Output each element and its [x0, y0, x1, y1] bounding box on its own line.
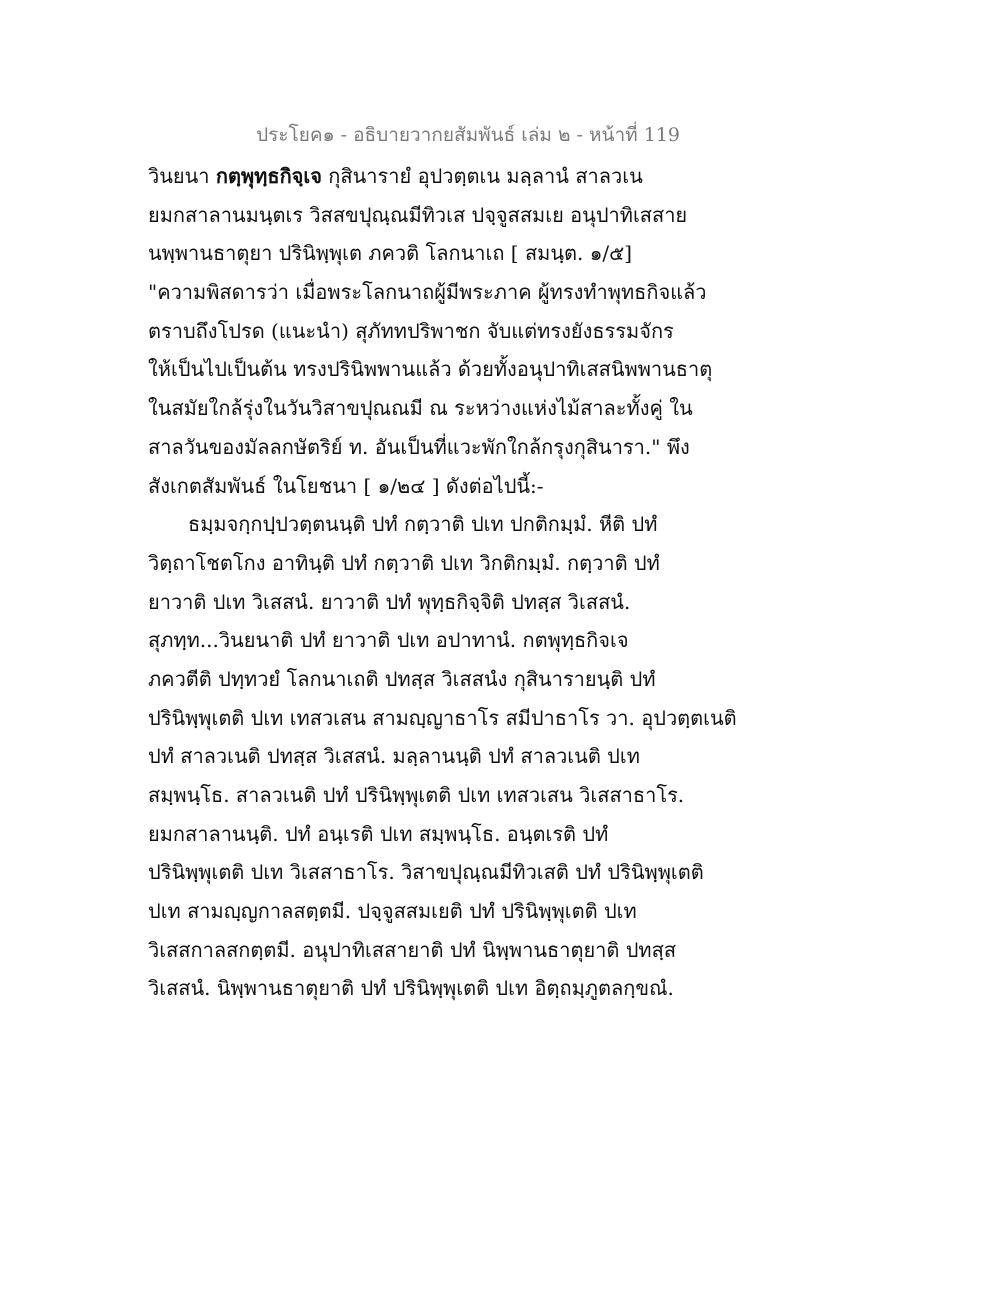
paragraph-1-line-3: นพฺพานธาตุยา ปรินิพฺพุเต ภควติ โลกนาเถ [ สมนฺต. ๑/๕] [148, 241, 633, 266]
paragraph-1-line-7: ในสมัยใกล้รุ่งในวันวิสาขปุณณมี ณ ระหว่างแห่งไม้สาละทั้งคู่ ใน [148, 396, 693, 421]
bold-term: กตฺพุทฺธกิจฺเจ [215, 164, 322, 188]
paragraph-1-line-5: ตราบถึงโปรด (แนะนำ) สุภัททปริพาชก จับแต่ทรงยังธรรมจักร [148, 318, 674, 343]
running-header: ประโยค๑ - อธิบายวากยสัมพันธ์ เล่ม ๒ - หน้าที่ 119 [256, 124, 680, 146]
paragraph-2-line-1: ธมฺมจกฺกปฺปวตฺตนนฺติ ปทํ กตฺวาติ ปเท ปกติกมฺมํ. หีติ ปทํ [188, 512, 658, 537]
paragraph-2-line-5: ภควตีติ ปทฺทวยํ โลกนาเถติ ปทสฺส วิเสสนํง กุสินารายนฺติ ปทํ [148, 666, 656, 691]
paragraph-1-line-2: ยมกสาลานมนฺตเร วิสสขปุณฺณมีทิวเส ปจฺจูสสมเย อนุปาทิเสสาย [148, 202, 688, 227]
paragraph-2-line-12: วิเสสกาลสกตฺตมี. อนุปาทิเสสายาติ ปทํ นิพฺพานธาตุยาติ ปทสฺส [148, 937, 677, 962]
paragraph-1-line-4: "ความพิสดารว่า เมื่อพระโลกนาถผู้มีพระภาค ผู้ทรงทำพุทธกิจแล้ว [148, 280, 707, 305]
paragraph-1-line-6: ให้เป็นไปเป็นต้น ทรงปรินิพพานแล้ว ด้วยทั้งอนุปาทิเสสนิพพานธาตุ [148, 357, 713, 382]
paragraph-2-line-7: ปทํ สาลวเนติ ปทสฺส วิเสสนํ. มลฺลานนฺติ ปทํ สาลวเนติ ปเท [148, 744, 640, 769]
paragraph-2-line-13: วิเสสนํ. นิพฺพานธาตุยาติ ปทํ ปรินิพฺพุเตติ ปเท อิตฺถมฺภูตลกฺขณํ. [148, 976, 674, 1001]
paragraph-2-line-9: ยมกสาลานนฺติ. ปทํ อนฺเรติ ปเท สมฺพนฺโธ. อนฺตเรติ ปทํ [148, 821, 609, 846]
paragraph-1-line-1 [148, 157, 748, 196]
text-span: กุสินารายํ อุปวตฺตเน มลฺลานํ สาลวเน [321, 164, 643, 188]
paragraph-2-line-11: ปเท สามญฺญกาลสตฺตมี. ปจฺจูสสมเยติ ปทํ ปรินิพฺพุเตติ ปเท [148, 899, 637, 924]
paragraph-2-line-2: วิตฺถาโชตโกง อาทินฺติ ปทํ กตฺวาติ ปเท วิกติกมฺมํ. กตฺวาติ ปทํ [148, 550, 660, 575]
text-span: วินยนา [148, 164, 216, 188]
paragraph-2-line-3: ยาวาติ ปเท วิเสสนํ. ยาวาติ ปทํ พุทฺธกิจฺจิติ ปทสฺส วิเสสนํ. [148, 589, 631, 614]
paragraph-2-line-10: ปรินิพฺพุเตติ ปเท วิเสสาธาโร. วิสาขปุณฺณมีทิวเสติ ปทํ ปรินิพฺพุเตติ [148, 860, 704, 885]
body-text [148, 157, 748, 1008]
paragraph-2-line-6: ปรินิพฺพุเตติ ปเท เทสวเสน สามญฺญาธาโร สมีปาธาโร วา. อุปวตฺตเนติ [148, 705, 737, 730]
paragraph-1-line-8: สาลวันของมัลลกษัตริย์ ท. อันเป็นที่แวะพักใกล้กรุงกุสินารา." พึง [148, 434, 690, 459]
paragraph-2-line-8: สมฺพนฺโธ. สาลวเนติ ปทํ ปรินิพฺพุเตติ ปเท เทสวเสน วิเสสาธาโร. [148, 783, 685, 807]
paragraph-2-line-4: สุภทฺท...วินยนาติ ปทํ ยาวาติ ปเท อปาทานํ. กตพุทฺธกิจเจ [148, 628, 629, 653]
paragraph-1-line-9: สังเกตสัมพันธ์ ในโยชนา [ ๑/๒๔ ] ดังต่อไปนี้:- [148, 473, 544, 498]
